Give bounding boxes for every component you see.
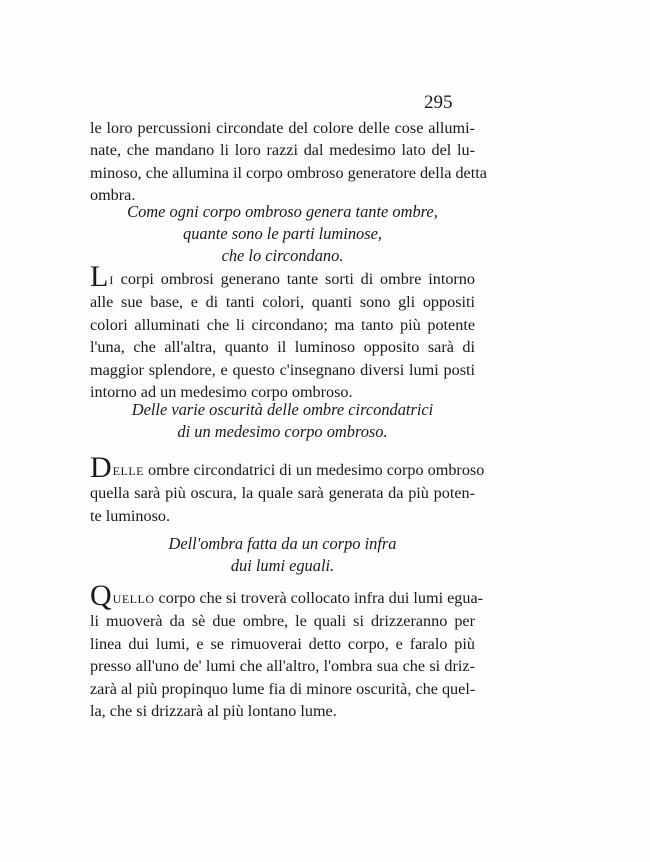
- text-line: maggior splendore, e questo c'insegnano diversi lumi posti: [90, 360, 475, 379]
- text-line: quella sarà più oscura, la quale sarà generata da più poten-: [90, 484, 475, 503]
- heading-line: Come ogni corpo ombroso genera tante ombre,: [127, 202, 438, 221]
- text-line: presso all'uno de' lumi che all'altro, l'ombra sua che si driz-: [90, 657, 475, 676]
- heading-line: di un medesimo corpo ombroso.: [177, 422, 388, 441]
- heading-line: che lo circondano.: [221, 246, 344, 265]
- paragraph-delle-ombre: [90, 451, 485, 527]
- text-line-first: [90, 579, 484, 612]
- small-caps: ELLE: [112, 464, 144, 478]
- section-heading-3: [90, 533, 475, 577]
- first-line-text: corpi ombrosi generano tante sorti di ombre intorno: [113, 270, 475, 288]
- text-line-first: [90, 260, 475, 293]
- heading-line: Dell'ombra fatta da un corpo infra: [168, 534, 397, 553]
- text-line: l'una, che all'altra, quanto il luminoso opposito sarà di: [90, 338, 475, 357]
- text-line: colori alluminati che li circondano; ma tanto più potente: [90, 315, 475, 334]
- section-heading-1: [90, 201, 475, 267]
- first-line-text: ombre circondatrici di un medesimo corpo ombroso: [144, 461, 485, 479]
- drop-cap: L: [90, 260, 109, 293]
- drop-cap: D: [90, 451, 112, 484]
- paragraph-quello-corpo: [90, 579, 484, 722]
- paragraph-continuation: [90, 117, 487, 207]
- text-line: li muoverà da sè due ombre, le quali si drizzeranno per: [90, 612, 475, 631]
- text-line: te luminoso.: [90, 506, 171, 525]
- text-line: ombra.: [90, 186, 136, 205]
- drop-cap: Q: [90, 579, 112, 612]
- first-line-text: corpo che si troverà collocato infra dui lumi egua-: [154, 589, 484, 607]
- heading-line: dui lumi eguali.: [230, 556, 335, 575]
- section-heading-2: [90, 399, 475, 443]
- paragraph-corpi-ombrosi: [90, 260, 475, 403]
- text-line: intorno ad un medesimo corpo ombroso.: [90, 383, 353, 402]
- text-line: zarà al più propinquo lume fia di minore oscurità, che quel-: [90, 679, 476, 698]
- small-caps: UELLO: [112, 592, 155, 606]
- text-line: la, che si drizzarà al più lontano lume.: [90, 702, 337, 721]
- text-line: linea dui lumi, e se rimuoverai detto corpo, e faralo più: [90, 634, 475, 653]
- text-line: le loro percussioni circondate del colore delle cose allumi-: [90, 119, 475, 137]
- heading-line: quante sono le parti luminose,: [183, 224, 382, 243]
- text-line: minoso, che allumina il corpo ombroso generatore della detta: [90, 163, 487, 182]
- text-line-first: [90, 451, 485, 484]
- text-line: nate, che mandano li loro razzi dal medesimo lato del lu-: [90, 141, 475, 160]
- small-caps: I: [109, 273, 114, 287]
- page-number: 295: [424, 92, 453, 113]
- text-line: alle sue base, e di tanti colori, quanti sono gli oppositi: [90, 293, 475, 312]
- heading-line: Delle varie oscurità delle ombre circondatrici: [131, 400, 434, 419]
